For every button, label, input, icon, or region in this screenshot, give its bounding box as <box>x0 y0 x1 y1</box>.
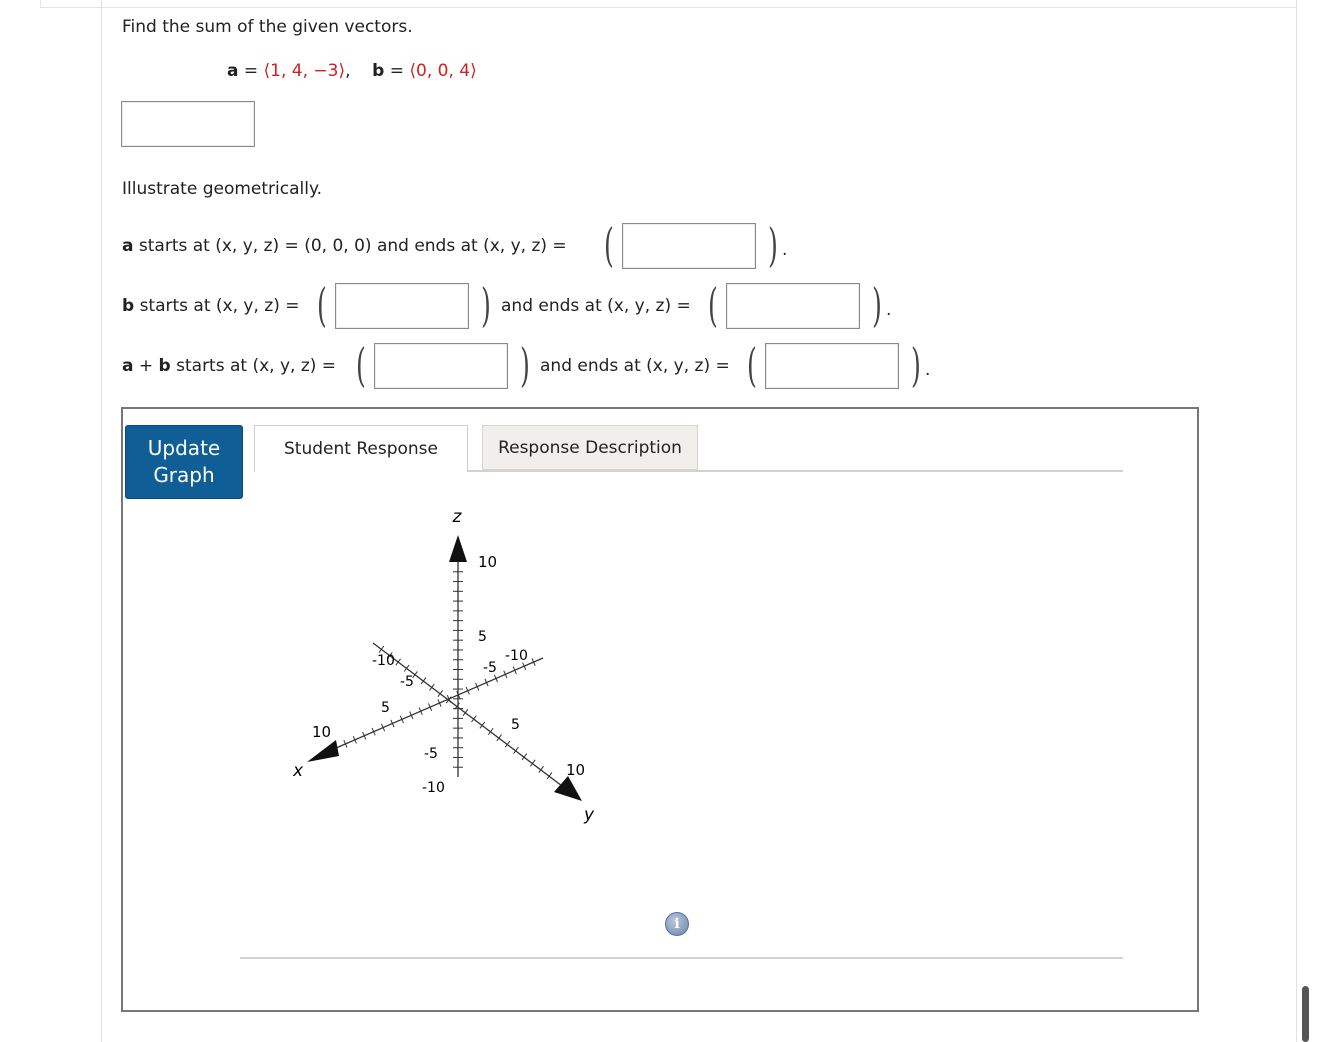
row-sum-period: . <box>925 360 931 380</box>
row-b-period: . <box>886 300 892 320</box>
row-sum-plus: + <box>133 356 159 376</box>
row-a-period: . <box>782 240 788 260</box>
vector-b-name: b <box>372 61 385 81</box>
vector-b-value: ⟨0, 0, 4⟩ <box>409 61 477 81</box>
info-icon[interactable]: i <box>665 912 689 936</box>
row-b-end-open-paren: ( <box>708 278 718 332</box>
row-a-label <box>122 236 567 256</box>
b-start-input[interactable] <box>335 283 469 329</box>
question-prompt: Find the sum of the given vectors. <box>122 17 413 37</box>
y-axis <box>373 643 570 792</box>
sum-end-input[interactable] <box>765 343 899 389</box>
y-tick-neg10: -10 <box>372 653 395 669</box>
z-axis-arrow <box>449 535 467 562</box>
x-axis-arrow <box>307 740 339 762</box>
a-end-input[interactable] <box>622 223 756 269</box>
row-b-end-close-paren: ) <box>872 278 882 332</box>
row-sum-start-open-paren: ( <box>356 338 366 392</box>
row-b-start-close-paren: ) <box>481 278 491 332</box>
row-a-close-paren: ) <box>768 218 778 272</box>
z-tick-10: 10 <box>478 553 498 571</box>
z-tick-5: 5 <box>478 629 487 645</box>
x-axis <box>320 658 543 755</box>
tab-student-response[interactable]: Student Response <box>254 425 468 472</box>
row-a-open-paren: ( <box>604 218 614 272</box>
row-sum-mid-text: and ends at (x, y, z) = <box>540 356 730 376</box>
row-sum-vector-b: b <box>158 356 171 376</box>
vector-separator: , <box>345 61 351 81</box>
vector-a-equals: = <box>238 61 264 81</box>
y-axis-arrow <box>554 776 582 801</box>
x-tick-5: 5 <box>381 700 390 716</box>
z-axis-label: z <box>452 507 462 527</box>
vector-a-value: ⟨1, 4, −3⟩ <box>263 61 346 81</box>
x-tick-neg10: -10 <box>505 648 528 664</box>
y-tick-10: 10 <box>566 761 586 779</box>
update-graph-button[interactable]: Update Graph <box>125 425 243 499</box>
z-tick-neg10: -10 <box>422 780 445 796</box>
vector-a-name: a <box>227 61 239 81</box>
y-tick-5: 5 <box>511 717 520 733</box>
row-b-text: starts at (x, y, z) = <box>134 296 300 316</box>
sum-start-input[interactable] <box>374 343 508 389</box>
row-sum-vector-a: a <box>122 356 134 376</box>
row-sum-label <box>122 356 336 376</box>
b-end-input[interactable] <box>726 283 860 329</box>
tab-response-description[interactable]: Response Description <box>482 425 698 470</box>
page-scrollbar[interactable] <box>1302 986 1309 1042</box>
row-sum-end-close-paren: ) <box>911 338 921 392</box>
row-b-label <box>122 296 300 316</box>
axis-ticks <box>344 572 552 779</box>
row-b-start-open-paren: ( <box>317 278 327 332</box>
y-tick-neg5: -5 <box>400 674 414 690</box>
row-sum-start-close-paren: ) <box>520 338 530 392</box>
row-a-text: starts at (x, y, z) = (0, 0, 0) and ends at (x, y, z) = <box>133 236 567 256</box>
x-tick-neg5: -5 <box>483 660 497 676</box>
row-sum-text: starts at (x, y, z) = <box>170 356 337 376</box>
sum-answer-input[interactable] <box>121 101 255 147</box>
tool-bottom-divider <box>240 957 1123 959</box>
row-sum-end-open-paren: ( <box>747 338 757 392</box>
vector-b-equals: = <box>384 61 410 81</box>
row-a-vector-name: a <box>122 236 134 256</box>
row-b-vector-name: b <box>122 296 135 316</box>
vector-definitions <box>227 61 477 81</box>
z-tick-neg5: -5 <box>424 746 438 762</box>
x-tick-10: 10 <box>312 723 332 741</box>
3d-axes-canvas[interactable] <box>240 480 660 840</box>
tab-underline <box>468 470 1123 472</box>
x-axis-label: x <box>292 761 304 781</box>
row-b-mid-text: and ends at (x, y, z) = <box>501 296 691 316</box>
illustrate-instruction: Illustrate geometrically. <box>122 179 322 199</box>
y-axis-label: y <box>583 805 595 825</box>
